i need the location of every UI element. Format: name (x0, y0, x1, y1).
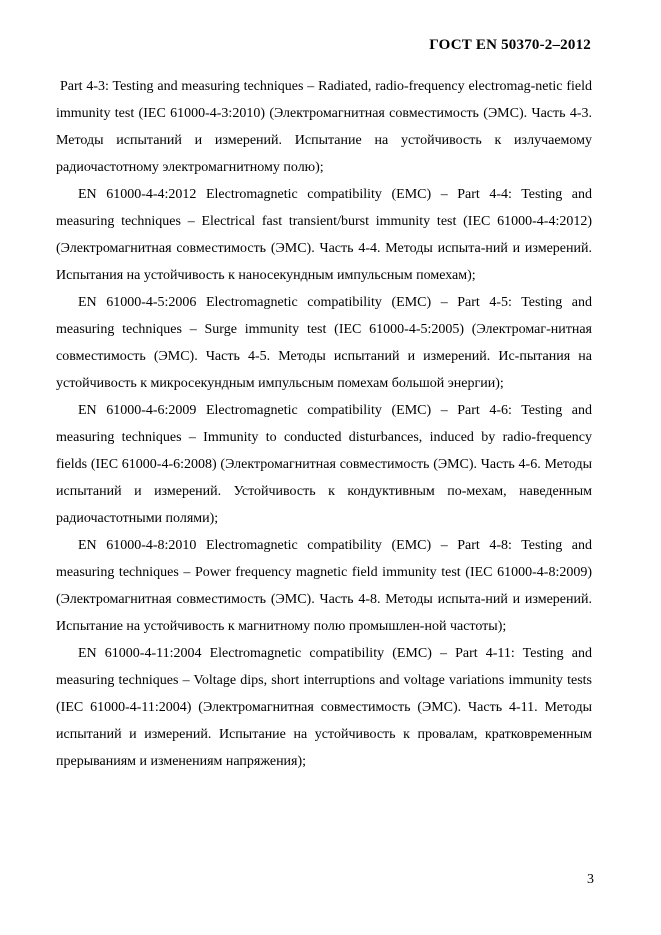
paragraph-iec-61000-4-3: Part 4-3: Testing and measuring techniques – Radiated, radio-frequency electromag-netic field immunity test (IEC 61000-4-3:2010) (Электромагнитная совместимость (ЭМС). Часть 4-3. Методы испытаний и измерений. Испытание на устойчивость к излучаемому радиочастотному электромагнитному полю); (56, 79, 592, 175)
page-header-standard: ГОСТ EN 50370-2–2012 (429, 37, 591, 53)
paragraph-iec-61000-4-5: EN 61000-4-5:2006 Electromagnetic compatibility (EMC) – Part 4-5: Testing and measuring techniques – Surge immunity test (IEC 61000-4-5:2005) (Электромаг-нитная совместимость (ЭМС). Часть 4-5. Методы испытаний и измерений. Ис-пытания на устойчивость к микросекундным импульсным помехам большой энергии); (56, 295, 592, 391)
paragraph-iec-61000-4-8: EN 61000-4-8:2010 Electromagnetic compatibility (EMC) – Part 4-8: Testing and measuring techniques – Power frequency magnetic field immunity test (IEC 61000-4-8:2009) (Электромагнитная совместимость (ЭМС). Часть 4-8. Методы испыта-ний и измерений. Испытание на устойчивость к магнитному полю промышлен-ной частоты); (56, 538, 592, 634)
paragraph-iec-61000-4-4: EN 61000-4-4:2012 Electromagnetic compatibility (EMC) – Part 4-4: Testing and measuring techniques – Electrical fast transient/burst immunity test (IEC 61000-4-4:2012) (Электромагнитная совместимость (ЭМС). Часть 4-4. Методы испыта-ний и измерений. Испытания на устойчивость к наносекундным импульсным помехам); (56, 187, 592, 283)
page-number: 3 (587, 872, 594, 887)
document-body (56, 73, 592, 775)
paragraph-iec-61000-4-11: EN 61000-4-11:2004 Electromagnetic compatibility (EMC) – Part 4-11: Testing and measuring techniques – Voltage dips, short interruptions and voltage variations immunity tests (IEC 61000-4-11:2004) (Электромагнитная совместимость (ЭМС). Часть 4-11. Методы испытаний и измерений. Испытание на устойчивость к провалам, кратковременным прерываниям и изменениям напряжения); (56, 646, 592, 769)
paragraph-iec-61000-4-6: EN 61000-4-6:2009 Electromagnetic compatibility (EMC) – Part 4-6: Testing and measuring techniques – Immunity to conducted disturbances, induced by radio-frequency fields (IEC 61000-4-6:2008) (Электромагнитная совместимость (ЭМС). Часть 4-6. Методы испытаний и измерений. Устойчивость к кондуктивным по-мехам, наведенным радиочастотными полями); (56, 403, 592, 526)
